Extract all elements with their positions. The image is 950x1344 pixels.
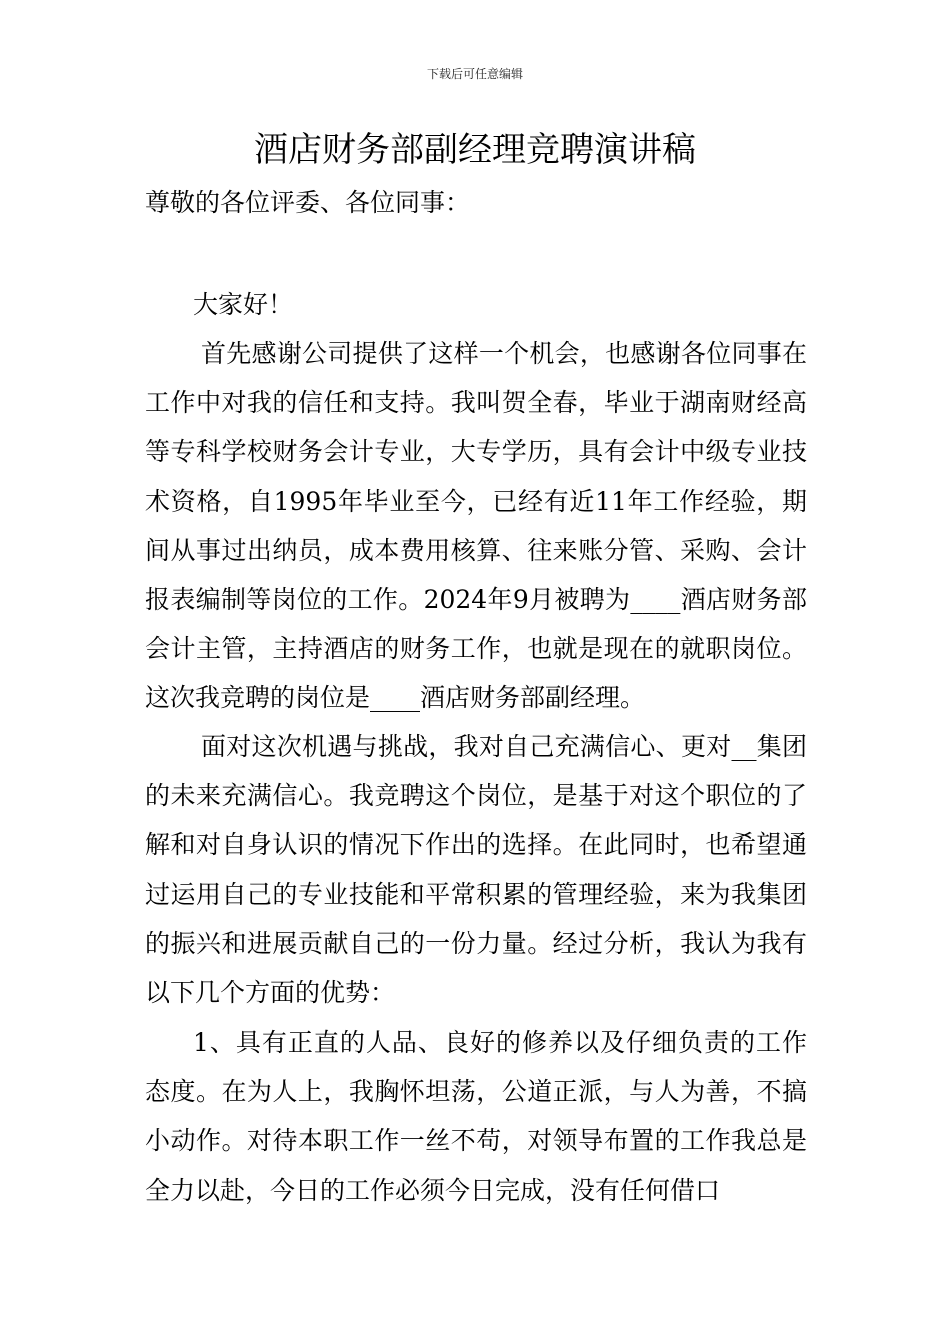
salutation: 尊敬的各位评委、各位同事：	[145, 188, 471, 217]
document-title: 酒店财务部副经理竞聘演讲稿	[254, 130, 696, 170]
paragraph-motivation: 面对这次机遇与挑战，我对自己充满信心、更对__集团的未来充满信心。我竞聘这个岗位，是基于对这个职位的了解和对自身认识的情况下作出的选择。在此同时，也希望通过运用自己的专业技能和平常积累的管理经验，来为我集团的振兴和进展贡献自己的一份力量。经过分析，我认为我有以下几个方面的优势：	[145, 732, 807, 1008]
header-note: 下载后可任意编辑	[426, 67, 523, 81]
paragraph-strength-1: 1、具有正直的人品、良好的修养以及仔细负责的工作态度。在为人上，我胸怀坦荡，公道正派，与人为善，不搞小动作。对待本职工作一丝不苟，对领导布置的工作我总是全力以赴，今日的工作必须今日完成，没有任何借口	[145, 1028, 807, 1205]
greeting: 大家好！	[193, 290, 294, 319]
paragraph-introduction: 首先感谢公司提供了这样一个机会，也感谢各位同事在工作中对我的信任和支持。我叫贺全春，毕业于湖南财经高等专科学校财务会计专业，大专学历，具有会计中级专业技术资格，自1995年毕业至今，已经有近11年工作经验，期间从事过出纳员，成本费用核算、往来账分管、采购、会计报表编制等岗位的工作。2024年9月被聘为____酒店财务部会计主管，主持酒店的财务工作，也就是现在的就职岗位。 这次我竞聘的岗位是____酒店财务部副经理。	[145, 339, 807, 713]
